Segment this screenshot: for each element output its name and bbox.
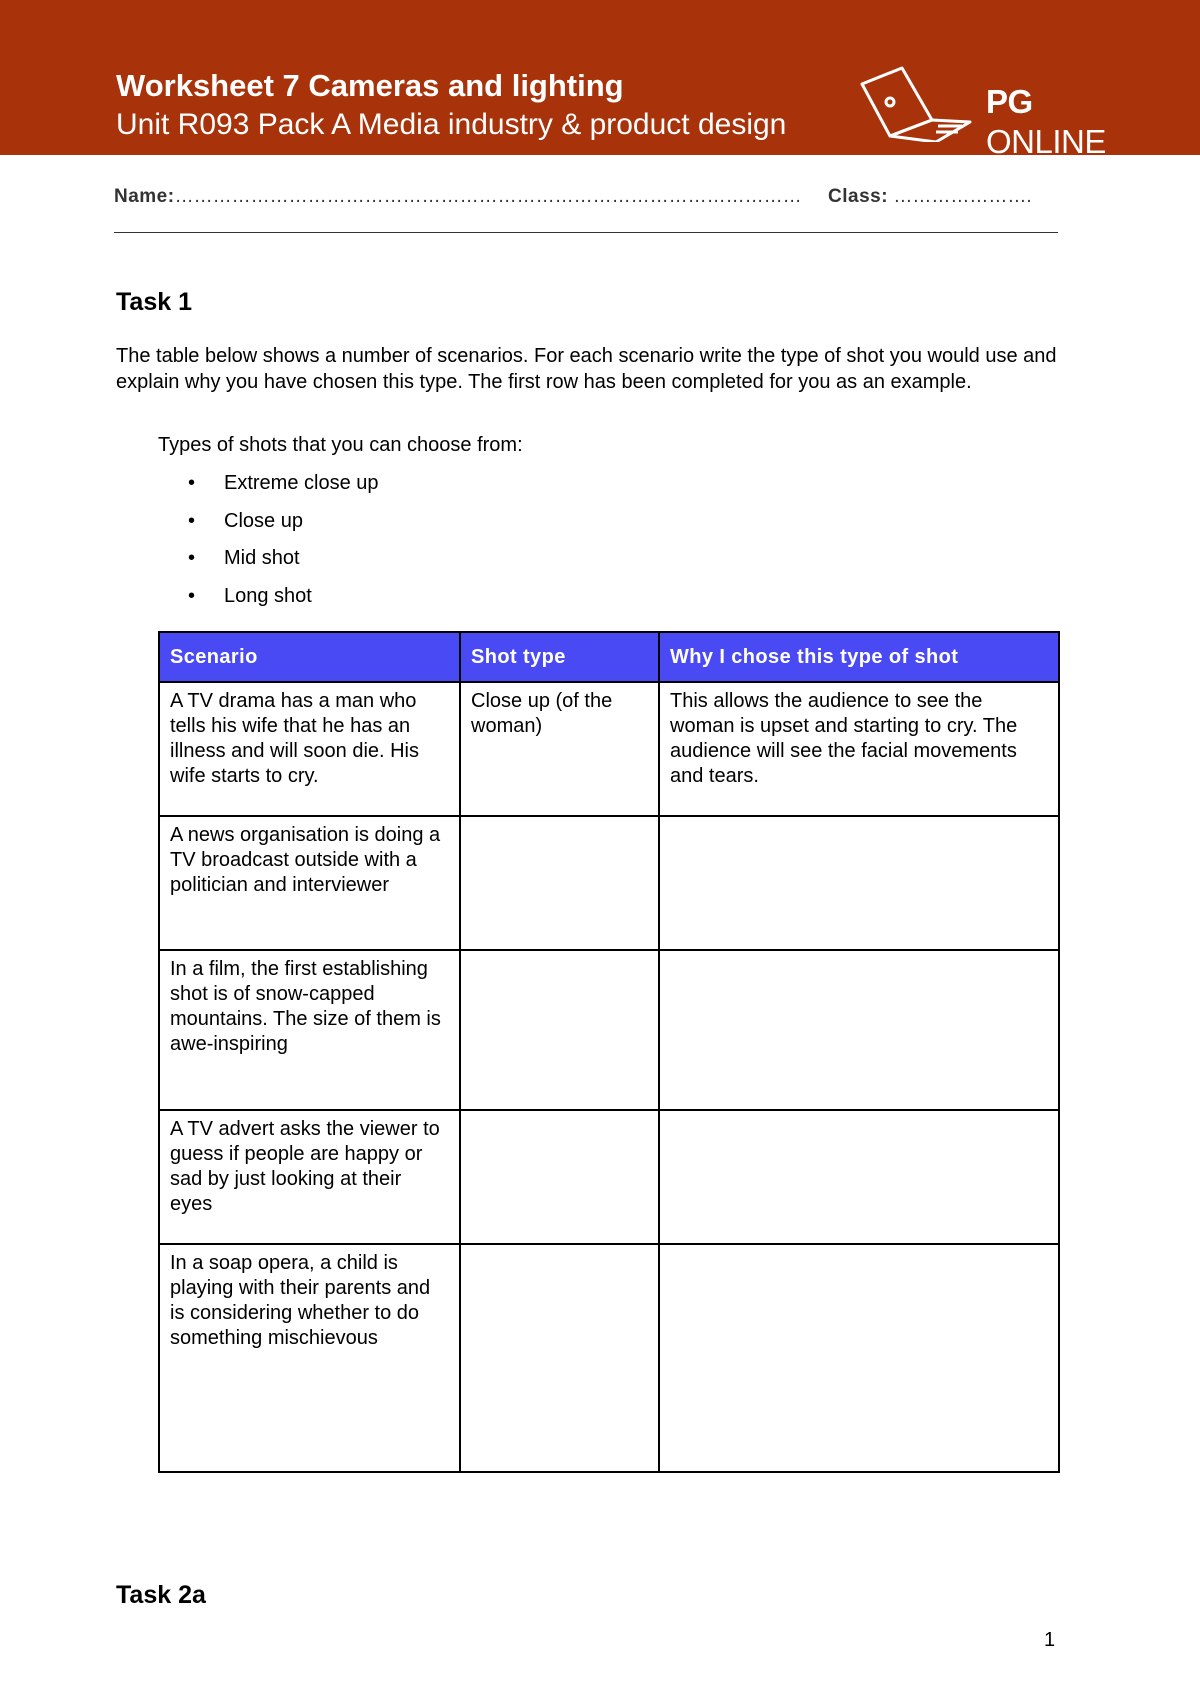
brand-bold: PG [986, 83, 1033, 120]
shot-type-cell[interactable] [460, 1244, 659, 1472]
table-row [159, 1244, 1059, 1472]
table-row [159, 1110, 1059, 1244]
worksheet-title: Worksheet 7 Cameras and lighting [116, 68, 624, 103]
task-1-intro: The table below shows a number of scenarios. For each scenario write the type of shot you would use and explain why you have chosen this type. The first row has been completed for you as an example. [116, 345, 1057, 393]
bullet-icon: • [188, 584, 196, 607]
column-header-scenario: Scenario [159, 632, 460, 682]
bullet-icon: • [188, 472, 196, 494]
worksheet-subtitle: Unit R093 Pack A Media industry & product design [116, 108, 787, 141]
task-2a-heading: Task 2a [116, 1581, 206, 1609]
pg-online-logo [858, 62, 1158, 160]
name-class-row [114, 186, 1054, 208]
task-1-heading: Task 1 [116, 288, 192, 316]
why-cell[interactable] [659, 1110, 1059, 1244]
brand-name [986, 82, 1158, 162]
class-group [828, 186, 1032, 208]
header-banner [0, 0, 1200, 160]
why-cell[interactable] [659, 950, 1059, 1110]
list-item [158, 545, 379, 583]
list-item [158, 583, 379, 621]
table-row [159, 816, 1059, 950]
why-cell[interactable] [659, 816, 1059, 950]
name-field[interactable]: ……………………………………………………………………………………… [174, 186, 802, 207]
why-cell[interactable] [659, 1244, 1059, 1472]
class-field[interactable]: …………………. [893, 186, 1032, 207]
shot-type-option: Long shot [224, 584, 312, 607]
scenario-cell: A TV drama has a man who tells his wife that he has an illness and will soon die. His wife starts to cry. [159, 682, 460, 816]
scenario-cell: A news organisation is doing a TV broadcast outside with a politician and interviewer [159, 816, 460, 950]
column-header-shot-type: Shot type [460, 632, 659, 682]
shot-type-cell[interactable] [460, 1110, 659, 1244]
list-item [158, 470, 379, 508]
name-label: Name: [114, 186, 175, 207]
page-number: 1 [1044, 1629, 1056, 1651]
table-row [159, 950, 1059, 1110]
why-cell[interactable]: This allows the audience to see the woman is upset and starting to cry. The audience will see the facial movements and tears. [659, 682, 1059, 816]
column-header-why: Why I chose this type of shot [659, 632, 1059, 682]
table-header-row [159, 632, 1059, 682]
shot-type-option: Close up [224, 509, 303, 532]
divider [114, 232, 1058, 233]
bullet-icon: • [188, 509, 196, 532]
shot-types-list [158, 470, 379, 620]
scenarios-table [158, 631, 1060, 1473]
shot-type-cell[interactable] [460, 950, 659, 1110]
bullet-icon: • [188, 547, 196, 569]
scenario-cell: In a film, the first establishing shot is of snow-capped mountains. The size of them is awe-inspiring [159, 950, 460, 1110]
list-item [158, 508, 379, 546]
table-row [159, 682, 1059, 816]
scenario-cell: A TV advert asks the viewer to guess if people are happy or sad by just looking at their eyes [159, 1110, 460, 1244]
shot-type-cell[interactable]: Close up (of the woman) [460, 682, 659, 816]
laptop-icon [858, 62, 978, 142]
shot-type-option: Extreme close up [224, 472, 379, 494]
class-label: Class: [828, 186, 889, 207]
scenario-cell: In a soap opera, a child is playing with their parents and is considering whether to do something mischievous [159, 1244, 460, 1472]
shot-types-label: Types of shots that you can choose from: [158, 434, 523, 456]
shot-type-option: Mid shot [224, 547, 300, 569]
shot-type-cell[interactable] [460, 816, 659, 950]
brand-light: ONLINE [986, 123, 1106, 160]
